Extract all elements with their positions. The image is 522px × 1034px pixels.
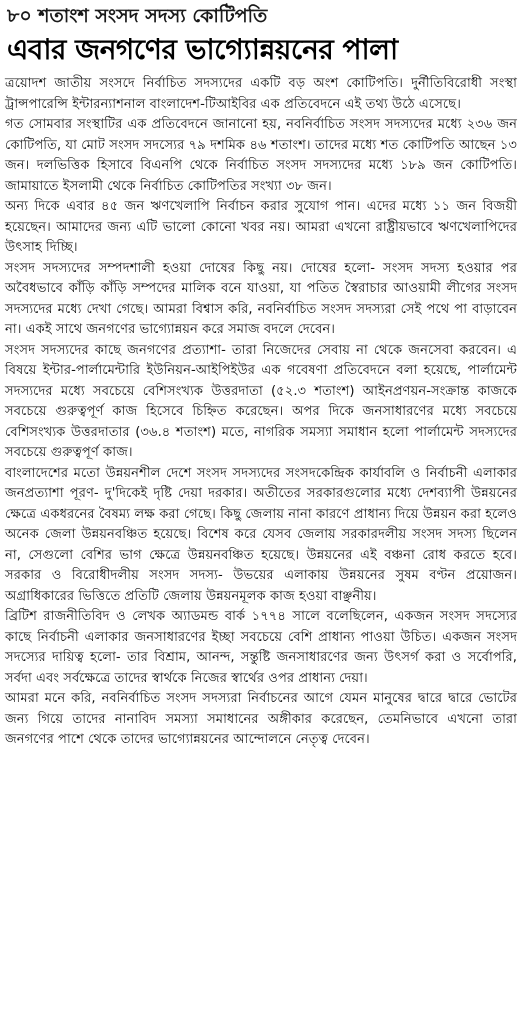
article-paragraph: আমরা মনে করি, নবনির্বাচিত সংসদ সদস্যরা নির্বাচনের আগে যেমন মানুষের দ্বারে দ্বারে ভোটের জন্য গিয়ে তাদের নানাবিদ সমস্যা সমাধানের অঙ্গীকার করেছেন, তেমনিভাবে এখনো তারা জনগণের পাশে থেকে তাদের ভাগ্যোন্নয়নের আন্দোলনে নেতৃত্ব দেবেন। (5, 691, 517, 747)
article-body (5, 74, 517, 751)
article-paragraph: সংসদ সদস্যদের কাছে জনগণের প্রত্যাশা- তারা নিজেদের সেবায় না থেকে জনসেবা করবেন। এ বিষয়ে ইন্টার-পার্লামেন্টারি ইউনিয়ন-আইপিইউর এক গবেষণা প্রতিবেদনে বলা হয়েছে, পার্লামেন্ট সদস্যদের মধ্যে সবচেয়ে বেশিসংখ্যক উত্তরদাতা (৫২.৩ শতাংশ) আইনপ্রণয়ন-সংক্রান্ত কাজকে সবচেয়ে গুরুত্বপূর্ণ কাজ হিসেবে চিহ্নিত করেছেন। অপর দিকে জনসাধারণের মধ্যে সবচেয়ে বেশিসংখ্যক উত্তরদাতার (৩৬.৪ শতাংশ) মতে, নাগরিক সমস্যা সমাধান হলো পার্লামেন্ট সদস্যদের সবচেয়ে গুরুত্বপূর্ণ কাজ। (5, 342, 517, 460)
article-paragraph: ত্রয়োদশ জাতীয় সংসদে নির্বাচিত সদস্যদের একটি বড় অংশ কোটিপতি। দুর্নীতিবিরোধী সংস্থা ট্রান্সপারেন্সি ইন্টারন্যাশনাল বাংলাদেশ-টিআইবির এক প্রতিবেদনে এই তথ্য উঠে এসেছে। (5, 76, 517, 112)
article-headline: এবার জনগণের ভাগ্যোন্নয়নের পালা (7, 33, 398, 66)
editorial-article (5, 3, 517, 751)
article-paragraph: ব্রিটিশ রাজনীতিবিদ ও লেখক অ্যাডমন্ড বার্ক ১৭৭৪ সালে বলেছিলেন, একজন সংসদ সদস্যের কাছে নির্বাচনী এলাকার জনসাধারণের ইচ্ছা সবচেয়ে বেশি প্রাধান্য পাওয়া উচিত। একজন সংসদ সদস্যের দায়িত্ব হলো- তার বিশ্রাম, আনন্দ, সন্তুষ্টি জনসাধারণের জন্য উৎসর্গ করা ও সর্বোপরি, সর্বদা এবং সর্বক্ষেত্রে তাদের স্বার্থকে নিজের স্বার্থের ওপর প্রাধান্য দেয়া। (5, 609, 517, 686)
article-paragraph: বাংলাদেশের মতো উন্নয়নশীল দেশে সংসদ সদস্যদের সংসদকেন্দ্রিক কার্যাবলি ও নির্বাচনী এলাকার জনপ্রত্যাশা পূরণ- দু'দিকেই দৃষ্টি দেয়া দরকার। অতীতের সরকারগুলোর মধ্যে দেশব্যাপী উন্নয়নের ক্ষেত্রে একধরনের বৈষম্য লক্ষ করা গেছে। কিছু জেলায় নানা কারণে প্রাধান্য দিয়ে উন্নয়ন করা হলেও অনেক জেলা উন্নয়নবঞ্চিত হয়েছে। বিশেষ করে যেসব জেলায় সরকারদলীয় সংসদ সদস্য ছিলেন না, সেগুলো বেশির ভাগ ক্ষেত্রে উন্নয়নবঞ্চিত হয়েছে। উন্নয়নের এই বঞ্চনা রোধ করতে হবে। সরকার ও বিরোধীদলীয় সংসদ সদস্য- উভয়ের এলাকায় উন্নয়নের সুষম বণ্টন প্রয়োজন। অগ্রাধিকারের ভিত্তিতে প্রতিটি জেলায় উন্নয়নমূলক কাজ হওয়া বাঞ্ছনীয়। (5, 465, 517, 604)
article-paragraph: সংসদ সদস্যদের সম্পদশালী হওয়া দোষের কিছু নয়। দোষের হলো- সংসদ সদস্য হওয়ার পর অবৈধভাবে কাঁড়ি কাঁড়ি সম্পদের মালিক বনে যাওয়া, যা পতিত স্বৈরাচার আওয়ামী লীগের সংসদ সদস্যদের মধ্যে দেখা গেছে। আমরা বিশ্বাস করি, নবনির্বাচিত সংসদ সদস্যরা সেই পথে পা বাড়াবেন না। একই সাথে জনগণের ভাগ্যোন্নয়ন করে সমাজ বদলে দেবেন। (5, 260, 517, 337)
article-paragraph: গত সোমবার সংস্থাটির এক প্রতিবেদনে জানানো হয়, নবনির্বাচিত সংসদ সদস্যদের মধ্যে ২৩৬ জন কোটিপতি, যা মোট সংসদ সদস্যের ৭৯ দশমিক ৪৬ শতাংশ। তাদের মধ্যে শত কোটিপতি আছেন ১৩ জন। দলভিত্তিক হিসাবে বিএনপি থেকে নির্বাচিত সংসদ সদস্যদের মধ্যে ১৮৯ জন কোটিপতি। জামায়াতে ইসলামী থেকে নির্বাচিত কোটিপতির সংখ্যা ৩৮ জন। (5, 117, 517, 194)
article-kicker: ৮০ শতাংশ সংসদ সদস্য কোটিপতি (7, 5, 268, 27)
article-paragraph: অন্য দিকে এবার ৪৫ জন ঋণখেলাপি নির্বাচন করার সুযোগ পান। এদের মধ্যে ১১ জন বিজয়ী হয়েছেন। আমাদের জন্য এটি ভালো কোনো খবর নয়। আমরা এখনো রাষ্ট্রীয়ভাবে ঋণখেলাপিদের উৎসাহ দিচ্ছি। (5, 199, 517, 255)
